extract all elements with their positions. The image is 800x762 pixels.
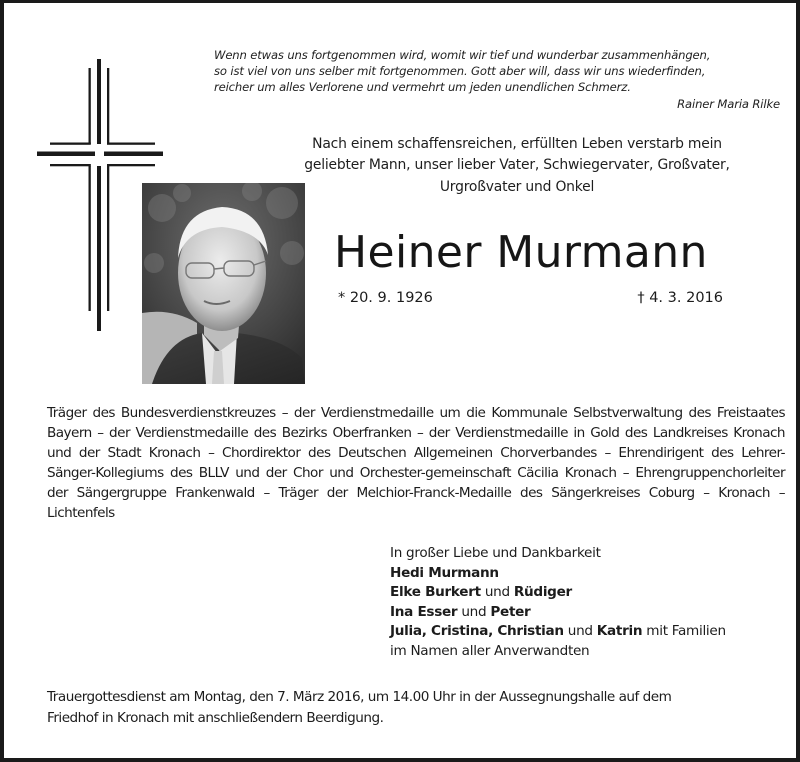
intro-line: Nach einem schaffensreichen, erfüllten Leben verstarb mein — [312, 136, 722, 152]
intro-line: geliebter Mann, unser lieber Vater, Schwiegervater, Großvater, — [304, 157, 730, 174]
mourners-block — [390, 544, 790, 662]
mourner-suffix: mit Familien — [642, 623, 726, 640]
conjunction: und — [457, 603, 491, 620]
conjunction: und — [480, 584, 514, 601]
quote-line: so ist viel von uns selber mit fortgenommen. Gott aber will, dass wir uns wiederfinden, — [214, 64, 706, 79]
intro-text — [294, 134, 740, 198]
mourner-line — [390, 583, 790, 603]
mourner-name: Hedi Murmann — [390, 564, 499, 581]
rilke-quote — [214, 47, 790, 112]
quote-author: Rainer Maria Rilke — [677, 96, 780, 111]
mourner-name: Elke Burkert — [390, 584, 481, 601]
obituary-notice — [4, 3, 796, 758]
mourner-line — [390, 564, 790, 584]
conjunction: und — [563, 623, 597, 640]
mourners-heading: In großer Liebe und Dankbarkeit — [390, 545, 601, 561]
intro-line: Urgroßvater und Onkel — [439, 178, 595, 195]
mourner-line — [390, 603, 790, 623]
funeral-service-info — [47, 687, 785, 728]
birth-date: * 20. 9. 1926 — [338, 290, 433, 306]
mourner-name: Rüdiger — [513, 584, 572, 601]
portrait-photo — [142, 183, 305, 384]
mourner-name: Peter — [490, 603, 531, 620]
mourner-line — [390, 622, 790, 642]
quote-line: Wenn etwas uns fortgenommen wird, womit wir tief und wunderbar zusammenhängen, — [214, 48, 711, 62]
mourners-footer: im Namen aller Anverwandten — [390, 642, 590, 659]
death-date: † 4. 3. 2016 — [637, 290, 723, 306]
deceased-name: Heiner Murmann — [334, 227, 708, 278]
mourner-name: Katrin — [596, 623, 643, 640]
service-line: Friedhof in Kronach mit anschließendern Beerdigung. — [47, 709, 384, 726]
honors-text: Träger des Bundesverdienstkreuzes – der Verdienstmedaille um die Kommunale Selbstverwaltung des Freistaates Bayern – der Verdienstmedaille des Bezirks Oberfranken – der Verdienstmedaille in Gold des Landkreises Kronach und der Stadt Kronach – Chordirektor des Deutschen Allgemeinen Chorverbandes – Ehrendirigent des Lehrer-Sänger-Kollegiums des BLLV und der Chor und Orchester-gemeinschaft Cäcilia Kronach – Ehrengruppenchorleiter der Sängergruppe Frankenwald – Träger der Melchior-Franck-Medaille des Sängerkreises Coburg – Kronach – Lichtenfels — [47, 405, 785, 522]
mourner-name: Julia, Cristina, Christian — [390, 623, 564, 640]
mourner-name: Ina Esser — [390, 603, 458, 620]
quote-line: reicher um alles Verlorene und vermehrt um jeden unendlichen Schmerz. — [214, 80, 631, 95]
service-line: Trauergottesdienst am Montag, den 7. März 2016, um 14.00 Uhr in der Aussegnungshalle auf dem — [47, 689, 672, 705]
